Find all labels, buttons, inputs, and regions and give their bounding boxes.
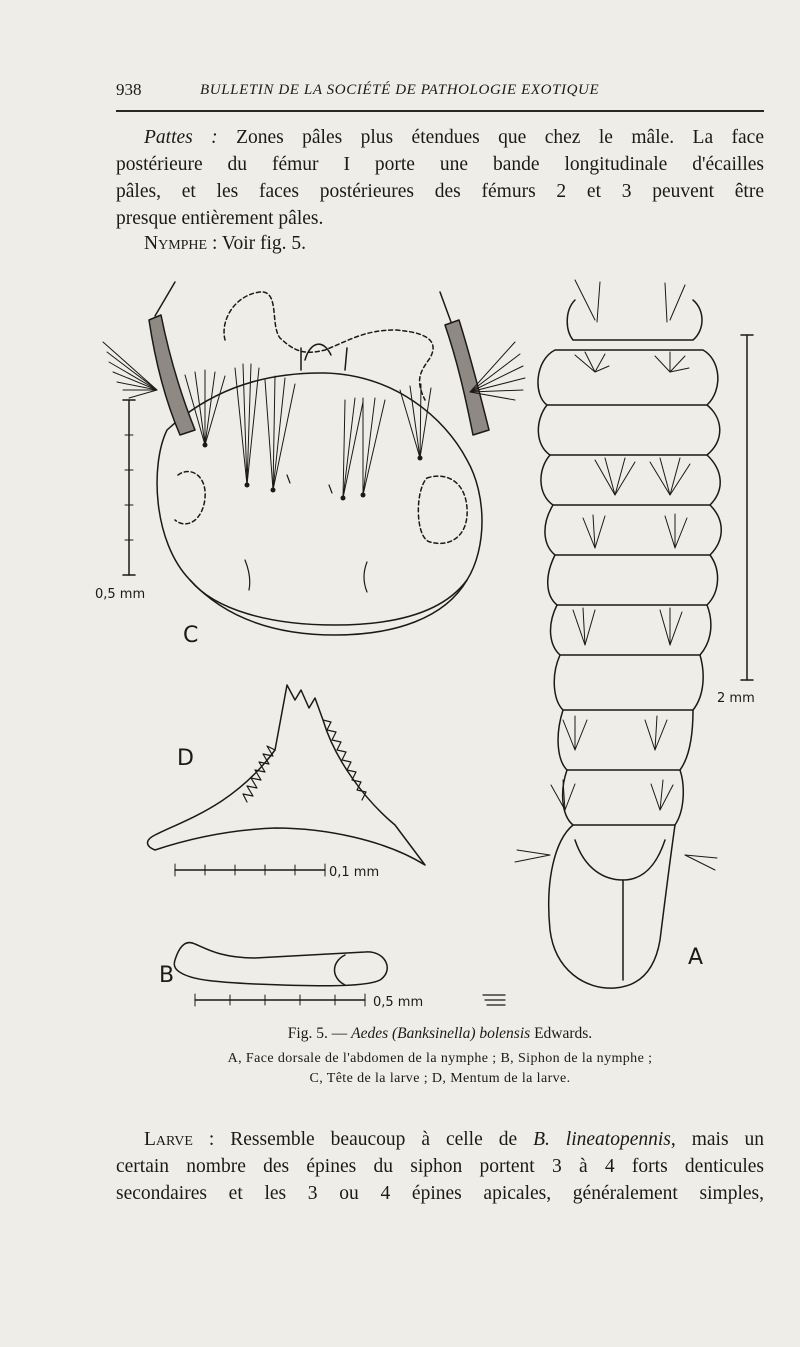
mentum-teeth-left	[243, 746, 275, 802]
larve-term: Larve	[144, 1129, 193, 1150]
figure-5	[95, 280, 775, 1010]
caption-author: Edwards.	[530, 1025, 593, 1042]
caption-species: Aedes (Banksinella) bolensis	[351, 1025, 531, 1042]
panel-label-a: A	[688, 945, 704, 970]
panel-a-pupal-abdomen	[515, 280, 753, 988]
mentum-outline	[148, 685, 426, 865]
scale-label-b: 0,5 mm	[373, 995, 424, 1010]
abdominal-setal-tufts	[515, 280, 717, 870]
abdomen-segment-3	[538, 405, 719, 455]
larve-text-1: : Ressemble beaucoup à celle de	[192, 1129, 534, 1150]
pattes-line-4: presque entièrement pâles.	[116, 208, 324, 229]
pattes-line-2: postérieure du fémur I porte une bande longitudinale d'écailles	[116, 154, 764, 175]
caption-fig-prefix: Fig. 5. —	[287, 1025, 352, 1042]
head-capsule-outline	[157, 373, 482, 635]
panel-label-b: B	[159, 963, 175, 988]
nymphe-text: : Voir fig. 5.	[207, 233, 307, 254]
head-setal-tufts	[185, 364, 431, 498]
frontal-outline	[224, 292, 433, 400]
panel-b-siphon	[174, 943, 505, 1006]
panel-c-larval-head	[103, 282, 525, 635]
scale-label-c: 0,5 mm	[95, 587, 146, 602]
left-eye-patch	[175, 472, 205, 524]
pattes-line-1	[116, 124, 764, 151]
figure-caption-line-2: C, Tête de la larve ; D, Mentum de la larve.	[309, 1071, 571, 1086]
page-number: 938	[116, 80, 142, 99]
abdomen-segment-2	[538, 350, 718, 405]
nymphe-term: Nymphe	[144, 233, 208, 254]
header-rule	[116, 110, 764, 112]
panel-label-c: C	[183, 623, 199, 648]
figure-caption-title	[116, 1025, 764, 1043]
running-title: BULLETIN DE LA SOCIÉTÉ DE PATHOLOGIE EXOTIQUE	[200, 82, 600, 98]
larve-text-1-end: , mais un	[670, 1129, 764, 1150]
abdomen-segment-6	[548, 555, 718, 605]
scale-label-d: 0,1 mm	[329, 865, 380, 880]
larve-line-1	[116, 1126, 764, 1153]
abdomen-segment-4	[541, 455, 720, 505]
siphon-outline	[174, 943, 387, 986]
head-collar	[190, 580, 467, 625]
nymphe-paragraph	[116, 230, 764, 257]
pattes-text-1: Zones pâles plus étendues que chez le mâle. La face	[217, 127, 764, 148]
abdomen-segment-8	[554, 655, 703, 710]
pattes-line-3: pâles, et les faces postérieures des fémurs 2 et 3 peuvent être	[116, 181, 764, 202]
pattes-term: Pattes :	[144, 127, 218, 148]
larve-species: B. lineatopennis	[533, 1129, 671, 1150]
abdomen-segment-9	[558, 710, 693, 770]
page-header	[116, 80, 766, 104]
abdomen-segment-10	[563, 770, 684, 825]
paddles-outline	[549, 825, 675, 988]
larve-line-3: secondaires et les 3 ou 4 épines apicales, généralement simples,	[116, 1183, 764, 1204]
scale-label-a: 2 mm	[717, 691, 755, 706]
left-antenna	[149, 315, 195, 435]
panel-d-mentum	[148, 685, 426, 876]
right-antennal-tuft	[470, 342, 525, 400]
left-antennal-tuft	[103, 342, 157, 398]
abdomen-segment-5	[545, 505, 721, 555]
abdomen-segment-7	[551, 605, 711, 655]
right-eye-patch	[418, 476, 467, 543]
pattes-paragraph	[116, 124, 764, 232]
paddle-base	[575, 840, 665, 880]
signature-mark	[483, 995, 505, 1005]
siphon-pinna	[335, 955, 346, 985]
figure-caption-line-1: A, Face dorsale de l'abdomen de la nymphe ; B, Siphon de la nymphe ;	[227, 1051, 653, 1066]
figure-drawing	[95, 280, 775, 1010]
larve-line-2: certain nombre des épines du siphon portent 3 à 4 forts denticules	[116, 1156, 764, 1177]
nymphe-line	[116, 230, 764, 257]
larve-paragraph	[116, 1126, 764, 1207]
panel-label-d: D	[177, 746, 194, 771]
